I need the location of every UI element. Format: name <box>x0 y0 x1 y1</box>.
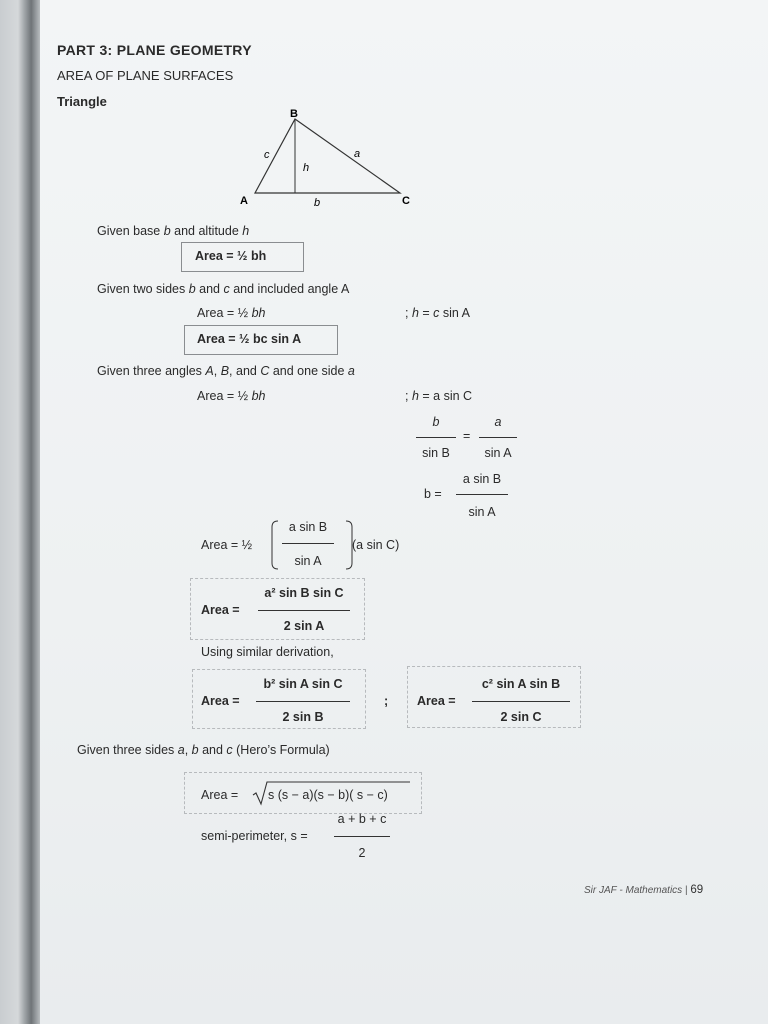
area-substitution-label: Area = ½ <box>201 538 253 552</box>
similar-derivation-text: Using similar derivation, <box>201 645 334 659</box>
case3-area-line: Area = ½ bh <box>197 389 266 403</box>
triangle-shape <box>255 119 400 193</box>
altitude-label: h <box>303 162 310 174</box>
alt-formula-1-numerator: b² sin A sin C <box>263 677 343 691</box>
ratio-equals: = <box>463 429 471 443</box>
case3-boxed-fraction-bar <box>258 610 350 611</box>
b-equation-numerator: a sin B <box>462 472 502 486</box>
area-substitution-numerator: a sin B <box>288 520 328 534</box>
semi-perimeter-numerator: a + b + c <box>337 812 387 826</box>
case2-area-line: Area = ½ bh <box>197 306 266 320</box>
page-number: 69 <box>690 884 704 896</box>
ratio-b-numerator: b <box>432 415 440 429</box>
ratio-b-denominator: sin B <box>422 446 450 460</box>
page-footer <box>584 884 703 896</box>
vertex-c-label: C <box>402 195 410 207</box>
alt-formula-separator: ; <box>384 694 389 708</box>
section-subtitle: AREA OF PLANE SURFACES <box>57 68 234 83</box>
area-substitution-tail: (a sin C) <box>352 538 400 552</box>
alt-formula-2-fraction-bar <box>472 701 570 702</box>
case3-boxed-numerator: a² sin B sin C <box>264 586 344 600</box>
b-equation-fraction-bar <box>456 494 508 495</box>
ratio-a-numerator: a <box>494 415 502 429</box>
case2-h-relation: ; h = c sin A <box>405 306 470 320</box>
footer-text: Sir JAF - Mathematics <box>584 885 683 896</box>
case1-formula: Area = ½ bh <box>195 249 267 263</box>
case3-boxed-label: Area = <box>201 603 240 617</box>
vertex-a-label: A <box>240 195 248 207</box>
alt-formula-2-denominator: 2 sin C <box>500 710 542 724</box>
vertex-b-label: B <box>290 108 298 120</box>
left-bracket <box>272 521 278 569</box>
heron-area-label: Area = <box>201 788 239 802</box>
semi-perimeter-label: semi-perimeter, s = <box>201 829 308 843</box>
side-b-label: b <box>314 197 321 209</box>
footer-separator: | <box>682 885 691 896</box>
alt-formula-1-denominator: 2 sin B <box>282 710 324 724</box>
topic-heading: Triangle <box>57 94 107 109</box>
area-substitution-denominator: sin A <box>294 554 322 568</box>
heron-sqrt-body: s (s − a)(s − b)( s − c) <box>268 788 388 802</box>
b-equation-lhs: b = <box>424 487 442 501</box>
area-substitution-fraction-bar <box>282 543 334 544</box>
semi-perimeter-fraction-bar <box>334 836 390 837</box>
case3-description: Given three angles A, B, and C and one side a <box>97 364 355 378</box>
b-equation-denominator: sin A <box>468 505 496 519</box>
case2-description: Given two sides b and c and included angle A <box>97 282 350 296</box>
ratio-a-denominator: sin A <box>484 446 512 460</box>
semi-perimeter-denominator: 2 <box>358 846 366 860</box>
case3-h-relation: ; h = a sin C <box>405 389 473 403</box>
triangle-diagram <box>230 105 430 210</box>
side-c-label: c <box>264 149 270 161</box>
ratio-b-fraction-bar <box>416 437 456 438</box>
case1-description: Given base b and altitude h <box>97 224 250 238</box>
ratio-a-fraction-bar <box>479 437 517 438</box>
alt-formula-1-fraction-bar <box>256 701 350 702</box>
alt-formula-1-label: Area = <box>201 694 240 708</box>
case4-description: Given three sides a, b and c (Hero’s Formula) <box>77 743 330 757</box>
part-heading: PART 3: PLANE GEOMETRY <box>57 42 252 58</box>
alt-formula-2-numerator: c² sin A sin B <box>481 677 561 691</box>
case3-boxed-denominator: 2 sin A <box>283 619 325 633</box>
book-binding-shadow <box>0 0 40 1024</box>
case2-formula: Area = ½ bc sin A <box>197 332 302 346</box>
alt-formula-2-label: Area = <box>417 694 456 708</box>
side-a-label: a <box>354 148 361 160</box>
